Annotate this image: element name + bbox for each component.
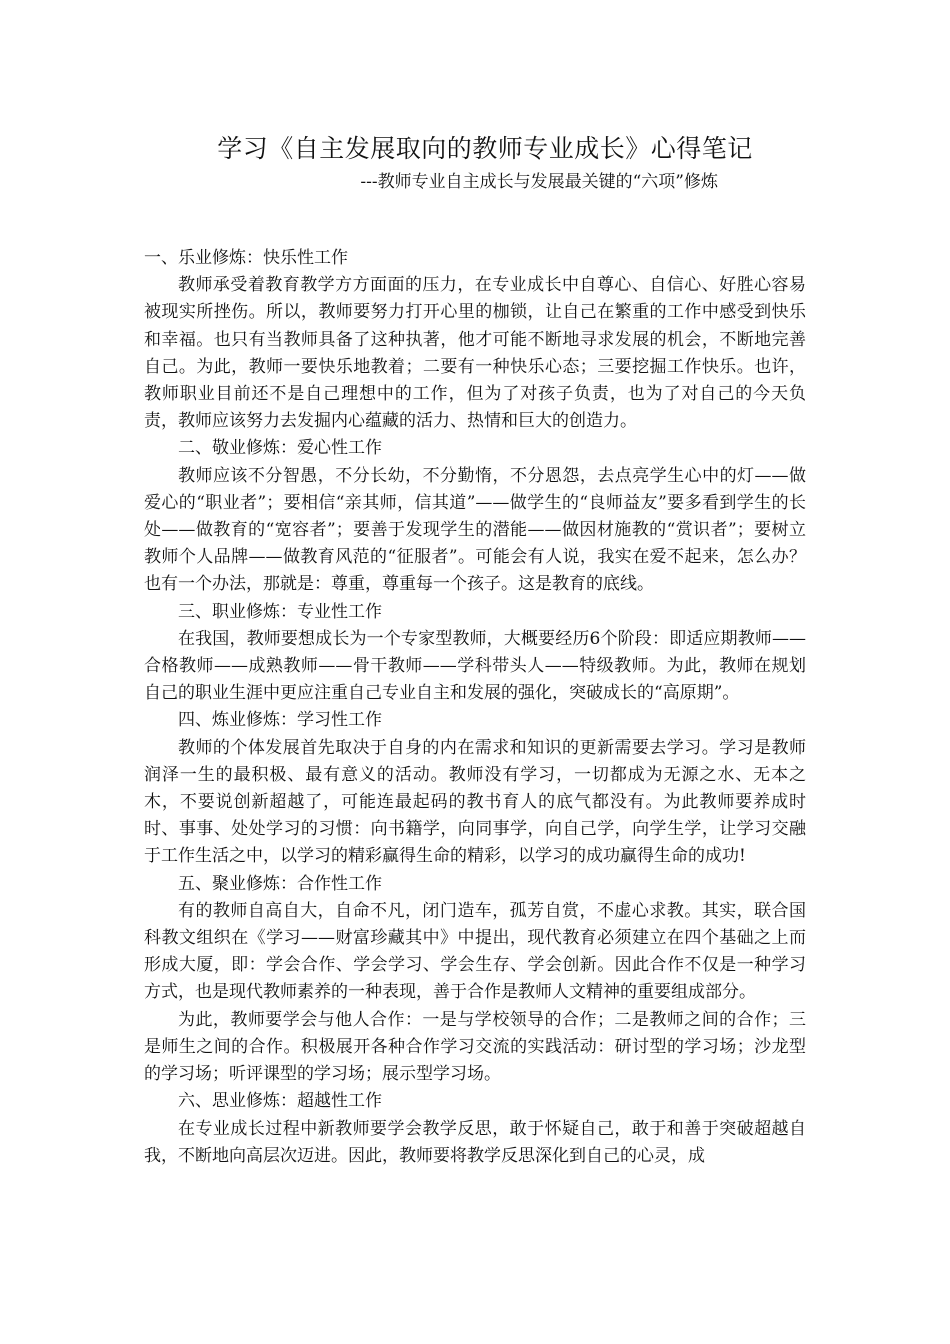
body-paragraph: 教师的个体发展首先取决于自身的内在需求和知识的更新需要去学习。学习是教师润泽一生的最积极、最有意义的活动。教师没有学习，一切都成为无源之水、无本之木，不要说创新超越了，可能连最起码的教书育人的底气都没有。为此教师要养成时时、事事、处处学习的习惯：向书籍学，向同事学，向自己学，向学生学，让学习交融于工作生活之中，以学习的精彩赢得生命的精彩，以学习的成功赢得生命的成功!	[144, 737, 806, 867]
section-heading: 二、敬业修炼：爱心性工作	[178, 438, 382, 459]
section-heading: 四、炼业修炼：学习性工作	[178, 710, 382, 731]
body-paragraph: 教师应该不分智愚，不分长幼，不分勤惰，不分恩怨，去点亮学生心中的灯——做爱心的“职业者”；要相信“亲其师，信其道”——做学生的“良师益友”要多看到学生的长处——做教育的“宽容者”；要善于发现学生的潜能——做因材施教的“赏识者”；要树立教师个人品牌——做教育风范的“征服者”。可能会有人说，我实在爱不起来，怎么办？也有一个办法，那就是：尊重，尊重每一个孩子。这是教育的底线。	[144, 465, 806, 595]
body-paragraph: 在我国，教师要想成长为一个专家型教师，大概要经历6个阶段：即适应期教师——合格教师——成熟教师——骨干教师——学科带头人——特级教师。为此，教师在规划自己的职业生涯中更应注重自己专业自主和发展的强化，突破成长的“高原期”。	[144, 628, 806, 704]
body-paragraph: 为此，教师要学会与他人合作：一是与学校领导的合作；二是教师之间的合作；三是师生之间的合作。积极展开各种合作学习交流的实践活动：研讨型的学习场；沙龙型的学习场；听评课型的学习场；展示型学习场。	[144, 1009, 806, 1085]
section-heading: 六、思业修炼：超越性工作	[178, 1091, 382, 1112]
document-body	[144, 245, 806, 1170]
section-heading: 五、聚业修炼：合作性工作	[178, 873, 382, 894]
section-heading: 一、乐业修炼：快乐性工作	[144, 248, 348, 268]
document-title: 学习《自主发展取向的教师专业成长》心得笔记	[217, 134, 753, 163]
body-paragraph: 有的教师自高自大，自命不凡，闭门造车，孤芳自赏，不虚心求教。其实，联合国科教文组织在《学习——财富珍藏其中》中提出，现代教育必须建立在四个基础之上而形成大厦，即：学会合作、学会学习、学会生存、学会创新。因此合作不仅是一种学习方式，也是现代教师素养的一种表现，善于合作是教师人文精神的重要组成部分。	[144, 900, 806, 1003]
document-subtitle: ---教师专业自主成长与发展最关键的“六项”修炼	[360, 172, 718, 192]
body-paragraph: 教师承受着教育教学方方面面的压力，在专业成长中自尊心、自信心、好胜心容易被现实所挫伤。所以，教师要努力打开心里的枷锁，让自己在繁重的工作中感受到快乐和幸福。也只有当教师具备了这种执著，他才可能不断地寻求发展的机会，不断地完善自己。为此，教师一要快乐地教着；二要有一种快乐心态；三要挖掘工作快乐。也许，教师职业目前还不是自己理想中的工作，但为了对孩子负责，也为了对自己的今天负责，教师应该努力去发掘内心蕴藏的活力、热情和巨大的创造力。	[144, 275, 806, 432]
section-heading: 三、职业修炼：专业性工作	[178, 601, 382, 622]
body-paragraph: 在专业成长过程中新教师要学会教学反思，敢于怀疑自己，敢于和善于突破超越自我，不断地向高层次迈进。因此，教师要将教学反思深化到自己的心灵，成	[144, 1118, 806, 1166]
